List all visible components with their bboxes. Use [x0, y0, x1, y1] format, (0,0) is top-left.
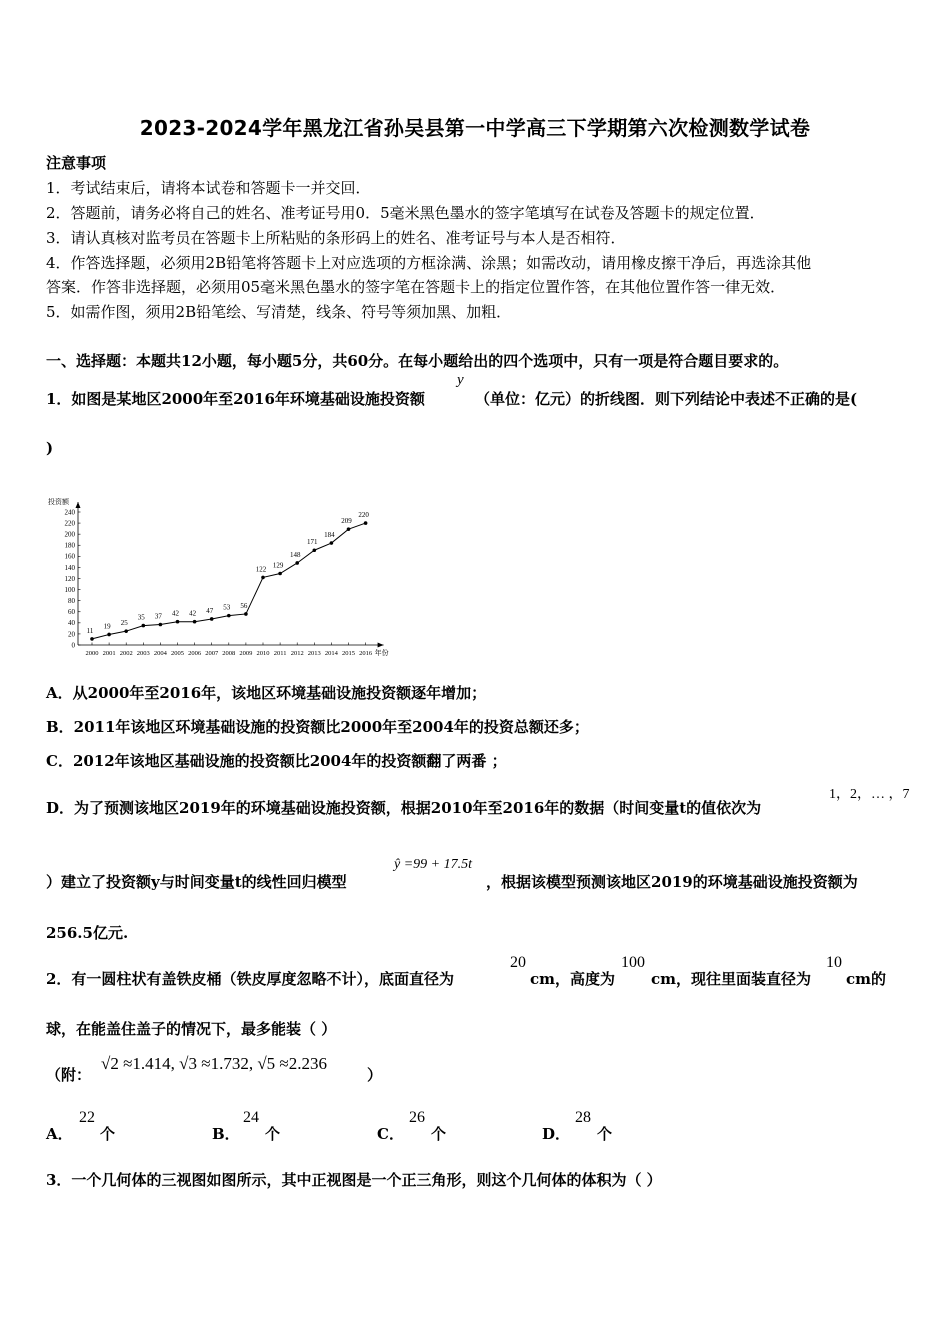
q2-ball-diameter: 10	[826, 954, 842, 971]
y-axis-arrow	[76, 502, 81, 508]
data-label: 171	[307, 538, 318, 547]
q2-option-a-label: A．	[46, 1125, 73, 1143]
data-point	[107, 633, 111, 637]
q2-text-3: cm，现往里面装直径为	[651, 970, 812, 988]
y-tick-label: 0	[71, 641, 75, 650]
data-label: 209	[341, 517, 352, 526]
x-tick-label: 2011	[273, 650, 287, 657]
q1-option-d-line3: 256.5亿元.	[46, 924, 129, 942]
q1-option-c: C．2012年该地区基础设施的投资额比2004年的投资额翻了两番 ；	[46, 752, 507, 770]
x-tick-label: 2002	[119, 650, 133, 657]
section-heading: 一、选择题：本题共12小题，每小题5分，共60分。在每小题给出的四个选项中，只有一项是符合题目要求的。	[46, 352, 789, 370]
q2-height: 100	[621, 954, 645, 971]
q2-option-d-label: D．	[542, 1125, 571, 1143]
q2-option-c-label: C．	[377, 1125, 404, 1143]
q2-option-c-unit: 个	[431, 1125, 447, 1143]
data-label: 184	[324, 531, 335, 540]
q2-option-b-label: B．	[212, 1125, 240, 1143]
data-label: 129	[272, 561, 284, 570]
q1-option-d-line1: D．为了预测该地区2019年的环境基础设施投资额，根据2010年至2016年的数据（时间变量t的值依次为	[46, 799, 762, 817]
series-line	[92, 523, 366, 639]
y-axis-label: 投资额	[48, 498, 69, 506]
x-tick-label: 2016	[359, 650, 373, 657]
data-point	[295, 561, 299, 565]
data-point	[124, 629, 128, 633]
q2-option-a-unit: 个	[100, 1125, 116, 1143]
data-point	[364, 521, 368, 525]
y-tick-label: 120	[64, 574, 75, 583]
q1-option-d-sequence: 1，2，… ，7	[829, 787, 910, 802]
y-tick-label: 40	[68, 619, 75, 628]
data-point	[210, 617, 214, 621]
y-tick-label: 160	[64, 552, 75, 561]
x-axis-label: 年份	[374, 649, 389, 657]
q1-option-d-model: ŷ =99 + 17.5t	[394, 857, 472, 872]
q2-note-open: （附：	[46, 1066, 92, 1084]
data-label: 53	[223, 603, 231, 612]
q2-option-d-unit: 个	[597, 1125, 613, 1143]
notice-item: 5．如需作图，须用2B铅笔绘、写清楚，线条、符号等须加黑、加粗．	[46, 303, 512, 321]
investment-line-chart	[40, 480, 410, 660]
x-tick-label: 2000	[85, 650, 99, 657]
notice-item: 2．答题前，请务必将自己的姓名、准考证号用0．5毫米黑色墨水的签字笔填写在试卷及答题卡的规定位置．	[46, 204, 765, 222]
notice-item: 4．作答选择题，必须用2B铅笔将答题卡上对应选项的方框涂满、涂黑；如需改动，请用橡皮擦干净后，再选涂其他	[46, 254, 812, 272]
data-point	[244, 612, 248, 616]
q2-note-close: ）	[367, 1066, 383, 1084]
data-point	[278, 572, 282, 576]
data-label: 37	[154, 612, 162, 621]
q1-text-b: （单位：亿元）的折线图．则下列结论中表述不正确的是(	[475, 390, 858, 408]
q2-text-1: 2．有一圆柱状有盖铁皮桶（铁皮厚度忽略不计），底面直径为	[46, 970, 454, 988]
x-tick-label: 2005	[171, 650, 184, 657]
x-tick-label: 2015	[342, 650, 355, 657]
data-point	[313, 548, 317, 552]
data-label: 11	[86, 626, 94, 635]
x-tick-label: 2006	[188, 650, 202, 657]
q1-text-c: )	[46, 439, 54, 457]
data-point	[176, 620, 180, 624]
q2-text-line2: 球，在能盖住盖子的情况下，最多能装（ ）	[46, 1020, 337, 1038]
data-label: 19	[103, 622, 111, 631]
data-point	[347, 527, 351, 531]
data-point	[193, 620, 197, 624]
y-tick-label: 80	[68, 597, 75, 606]
data-point	[227, 614, 231, 618]
data-point	[261, 576, 265, 580]
q2-option-c-num: 26	[409, 1109, 425, 1126]
data-point	[142, 624, 146, 628]
q1-option-b: B．2011年该地区环境基础设施的投资额比2000年至2004年的投资总额还多；	[46, 718, 589, 736]
q2-note-math: √2 ≈1.414, √3 ≈1.732, √5 ≈2.236	[101, 1054, 327, 1073]
data-label: 47	[206, 606, 214, 615]
q2-text-2: cm，高度为	[530, 970, 616, 988]
q2-option-b-unit: 个	[265, 1125, 281, 1143]
x-tick-label: 2012	[290, 650, 304, 657]
q1-text-a: 1．如图是某地区2000年至2016年环境基础设施投资额	[46, 390, 425, 408]
q1-option-d-line2b: ，根据该模型预测该地区2019的环境基础设施投资额为	[486, 873, 858, 891]
y-tick-label: 240	[64, 508, 75, 517]
data-point	[330, 541, 334, 545]
y-tick-label: 180	[64, 541, 75, 550]
notice-item: 答案．作答非选择题，必须用05毫米黑色墨水的签字笔在答题卡上的指定位置作答，在其他位置作答一律无效．	[46, 278, 786, 296]
y-tick-label: 220	[64, 519, 75, 528]
q2-diameter: 20	[510, 954, 526, 971]
q2-text-4: cm的	[846, 970, 887, 988]
y-tick-label: 140	[64, 563, 75, 572]
data-label: 56	[240, 601, 248, 610]
x-tick-label: 2008	[222, 650, 236, 657]
q2-option-a-num: 22	[79, 1109, 95, 1126]
y-tick-label: 100	[64, 585, 75, 594]
page-title: 2023-2024学年黑龙江省孙吴县第一中学高三下学期第六次检测数学试卷	[139, 116, 811, 140]
q1-var: y	[457, 372, 464, 388]
x-tick-label: 2007	[205, 650, 219, 657]
x-tick-label: 2001	[102, 650, 116, 657]
q1-option-d-line2a: ）建立了投资额y与时间变量t的线性回归模型	[46, 873, 347, 891]
data-point	[90, 637, 94, 641]
q1-option-a: A．从2000年至2016年，该地区环境基础设施投资额逐年增加；	[46, 684, 487, 702]
x-tick-label: 2014	[324, 650, 338, 657]
x-tick-label: 2013	[307, 650, 321, 657]
notice-item: 1．考试结束后，请将本试卷和答题卡一并交回．	[46, 179, 371, 197]
data-label: 25	[120, 619, 128, 628]
q3-text: 3．一个几何体的三视图如图所示，其中正视图是一个正三角形，则这个几何体的体积为（ ）	[46, 1171, 662, 1189]
x-axis-arrow	[378, 643, 384, 648]
y-tick-label: 60	[68, 608, 75, 617]
x-tick-label: 2009	[239, 650, 253, 657]
x-tick-label: 2004	[153, 650, 167, 657]
y-tick-label: 20	[68, 630, 75, 639]
data-label: 220	[358, 511, 369, 520]
q2-option-b-num: 24	[243, 1109, 259, 1126]
q2-option-d-num: 28	[575, 1109, 591, 1126]
data-label: 42	[189, 609, 197, 618]
x-tick-label: 2003	[136, 650, 150, 657]
data-label: 148	[289, 550, 301, 559]
notice-item: 3．请认真核对监考员在答题卡上所粘贴的条形码上的姓名、准考证号与本人是否相符．	[46, 229, 626, 247]
data-label: 122	[255, 565, 267, 574]
notice-heading: 注意事项	[46, 154, 107, 172]
y-tick-label: 200	[64, 530, 75, 539]
data-label: 35	[137, 613, 145, 622]
data-label: 42	[172, 609, 179, 618]
x-tick-label: 2010	[256, 650, 270, 657]
data-point	[159, 623, 163, 627]
